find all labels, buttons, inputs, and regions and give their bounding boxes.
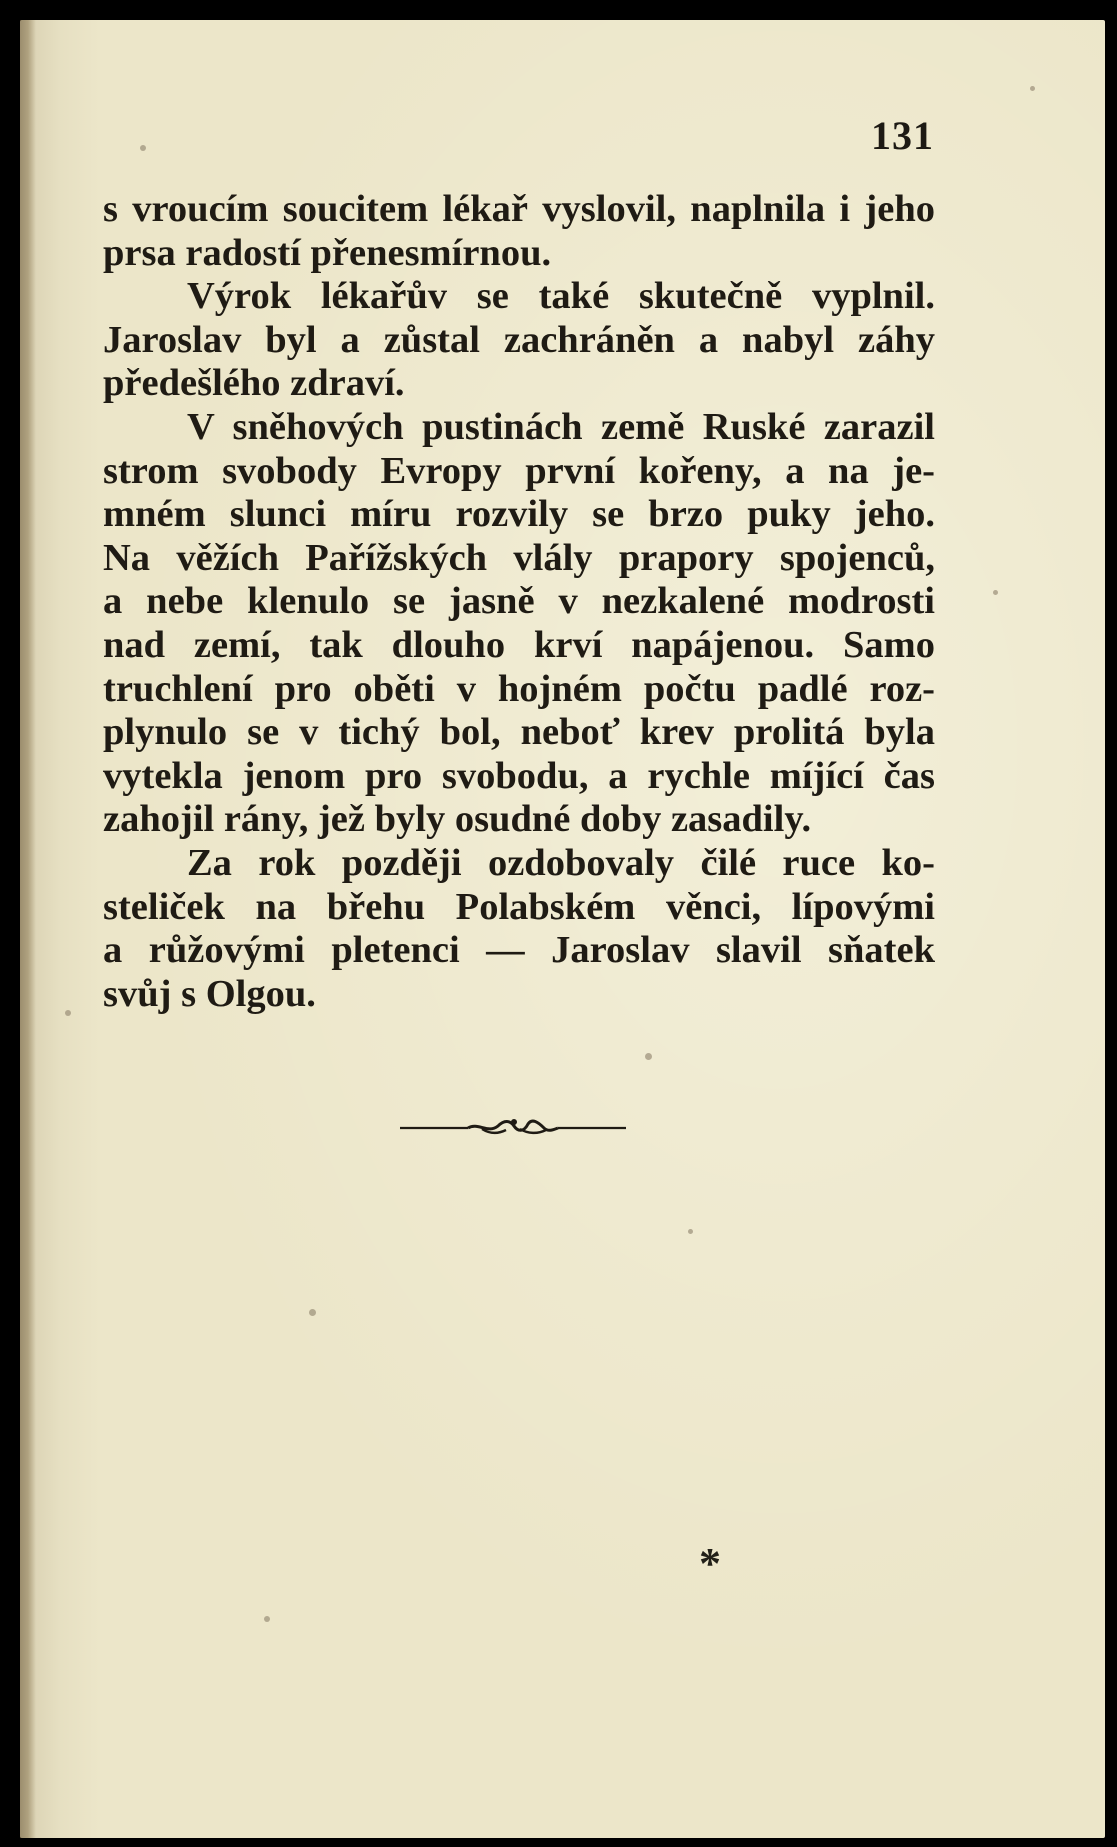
paper-speck	[65, 1010, 71, 1016]
text-line: s vroucím soucitem lékař vyslovil, naplnila i jeho	[103, 188, 935, 230]
text-line: prsa radostí přenesmírnou.	[103, 231, 552, 274]
text-line: vytekla jenom pro svobodu, a rychle míjící čas	[103, 754, 935, 797]
text-line: nad zemí, tak dlouho krví napájenou. Samo	[103, 623, 935, 666]
paragraph	[103, 188, 935, 275]
page-gutter-shadow	[20, 20, 36, 1838]
paper-speck	[264, 1616, 270, 1622]
paper-speck	[1030, 86, 1035, 91]
text-line: truchlení pro oběti v hojném počtu padlé roz-	[103, 667, 935, 710]
page-number: 131	[871, 113, 934, 158]
text-line: Jaroslav byl a zůstal zachráněn a nabyl záhy	[103, 318, 935, 361]
text-line: zahojil rány, jež byly osudné doby zasadily.	[103, 798, 812, 841]
paragraph	[103, 275, 935, 406]
text-line: steliček na břehu Polabském věnci, lípovými	[103, 885, 935, 928]
paper-speck	[140, 145, 146, 151]
text-line: Výrok lékařův se také skutečně vyplnil.	[187, 275, 935, 318]
text-line: Za rok později ozdobovaly čilé ruce ko-	[187, 841, 935, 884]
text-line: svůj s Olgou.	[103, 972, 316, 1015]
text-line: mném slunci míru rozvily se brzo puky jeho.	[103, 493, 935, 536]
paper-speck	[645, 1053, 652, 1060]
asterisk-mark: *	[699, 1539, 721, 1588]
paragraph	[103, 406, 935, 842]
text-line: V sněhových pustinách země Ruské zarazil	[187, 405, 935, 448]
text-line: a nebe klenulo se jasně v nezkalené modrosti	[103, 580, 935, 623]
paper-speck	[993, 590, 998, 595]
text-line: Na věžích Pařížských vlály prapory spojenců,	[103, 536, 935, 579]
body-text	[103, 188, 935, 1016]
text-line: předešlého zdraví.	[103, 362, 405, 405]
tailpiece-ornament-icon	[398, 1112, 628, 1142]
paper-speck	[688, 1229, 693, 1234]
text-line: a růžovými pletenci — Jaroslav slavil sňatek	[103, 929, 935, 972]
text-line: plynulo se v tichý bol, neboť krev prolitá byla	[103, 711, 935, 754]
paper-speck	[309, 1309, 316, 1316]
text-line: strom svobody Evropy první kořeny, a na je-	[103, 449, 935, 492]
paragraph	[103, 842, 935, 1016]
